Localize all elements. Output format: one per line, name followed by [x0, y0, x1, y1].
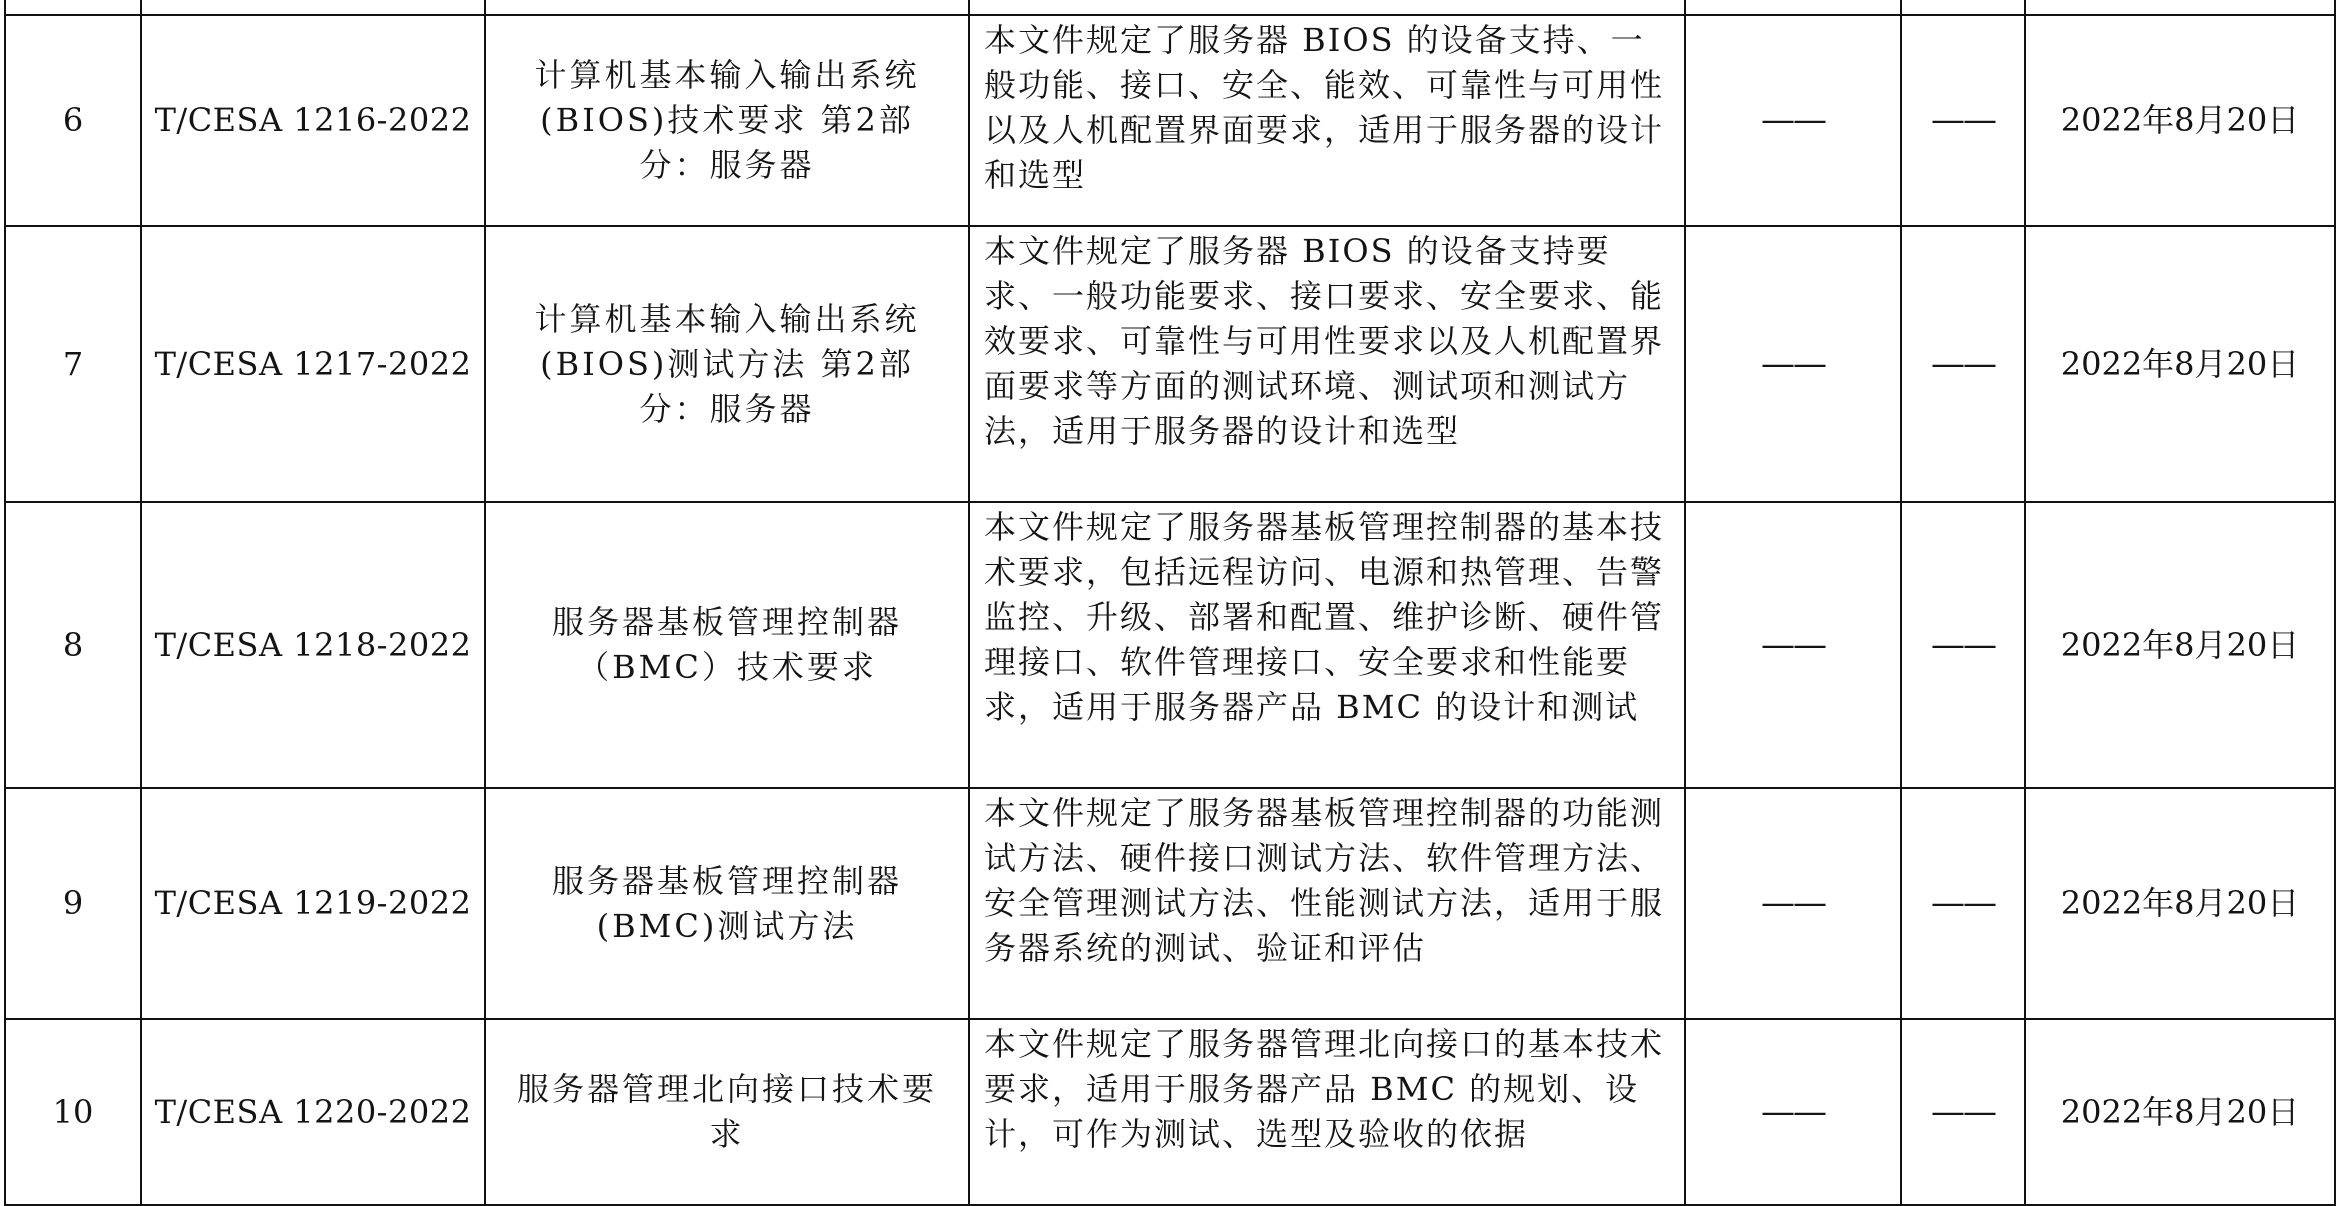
- table-cell-empty: [485, 0, 969, 15]
- standard-code: T/CESA 1218-2022: [141, 502, 485, 788]
- implementation-date: 2022年8月20日: [2025, 788, 2335, 1019]
- standard-code: T/CESA 1219-2022: [141, 788, 485, 1019]
- implementation-date: 2022年8月20日: [2025, 15, 2335, 226]
- adopted-standard: ——: [1901, 15, 2025, 226]
- serial-number: 6: [5, 15, 141, 226]
- replaced-standard: ——: [1685, 15, 1901, 226]
- implementation-date: 2022年8月20日: [2025, 226, 2335, 502]
- table-row: [5, 788, 2335, 1019]
- table-row: [5, 15, 2335, 226]
- serial-number: 8: [5, 502, 141, 788]
- standard-description: 本文件规定了服务器管理北向接口的基本技术要求，适用于服务器产品 BMC 的规划、设计，可作为测试、选型及验收的依据: [969, 1019, 1685, 1205]
- replaced-standard: ——: [1685, 226, 1901, 502]
- replaced-standard: ——: [1685, 1019, 1901, 1205]
- standard-code: T/CESA 1216-2022: [141, 15, 485, 226]
- serial-number: 7: [5, 226, 141, 502]
- standard-name: 计算机基本输入输出系统(BIOS)测试方法 第2部分：服务器: [485, 226, 969, 502]
- table-row: [5, 1019, 2335, 1205]
- adopted-standard: ——: [1901, 226, 2025, 502]
- standard-name: 服务器管理北向接口技术要求: [485, 1019, 969, 1205]
- replaced-standard: ——: [1685, 788, 1901, 1019]
- table-row-cutoff: [5, 0, 2335, 15]
- serial-number: 10: [5, 1019, 141, 1205]
- serial-number: 9: [5, 788, 141, 1019]
- implementation-date: 2022年8月20日: [2025, 1019, 2335, 1205]
- adopted-standard: ——: [1901, 502, 2025, 788]
- table-cell-empty: [2025, 0, 2335, 15]
- table-cell-empty: [1685, 0, 1901, 15]
- standards-table: [4, 0, 2336, 1206]
- standard-code: T/CESA 1220-2022: [141, 1019, 485, 1205]
- standard-code: T/CESA 1217-2022: [141, 226, 485, 502]
- table-row: [5, 502, 2335, 788]
- standard-description: 本文件规定了服务器 BIOS 的设备支持、一般功能、接口、安全、能效、可靠性与可用性以及人机配置界面要求，适用于服务器的设计和选型: [969, 15, 1685, 226]
- table-cell-empty: [969, 0, 1685, 15]
- implementation-date: 2022年8月20日: [2025, 502, 2335, 788]
- table-cell-empty: [141, 0, 485, 15]
- table-row: [5, 226, 2335, 502]
- standard-name: 服务器基板管理控制器（BMC）技术要求: [485, 502, 969, 788]
- replaced-standard: ——: [1685, 502, 1901, 788]
- standard-description: 本文件规定了服务器基板管理控制器的功能测试方法、硬件接口测试方法、软件管理方法、安全管理测试方法、性能测试方法，适用于服务器系统的测试、验证和评估: [969, 788, 1685, 1019]
- standard-name: 计算机基本输入输出系统(BIOS)技术要求 第2部分：服务器: [485, 15, 969, 226]
- standard-description: 本文件规定了服务器基板管理控制器的基本技术要求，包括远程访问、电源和热管理、告警监控、升级、部署和配置、维护诊断、硬件管理接口、软件管理接口、安全要求和性能要求，适用于服务器产品 BMC 的设计和测试: [969, 502, 1685, 788]
- standard-name: 服务器基板管理控制器(BMC)测试方法: [485, 788, 969, 1019]
- table-cell-empty: [1901, 0, 2025, 15]
- adopted-standard: ——: [1901, 1019, 2025, 1205]
- standard-description: 本文件规定了服务器 BIOS 的设备支持要求、一般功能要求、接口要求、安全要求、能效要求、可靠性与可用性要求以及人机配置界面要求等方面的测试环境、测试项和测试方法，适用于服务器的设计和选型: [969, 226, 1685, 502]
- adopted-standard: ——: [1901, 788, 2025, 1019]
- table-cell-empty: [5, 0, 141, 15]
